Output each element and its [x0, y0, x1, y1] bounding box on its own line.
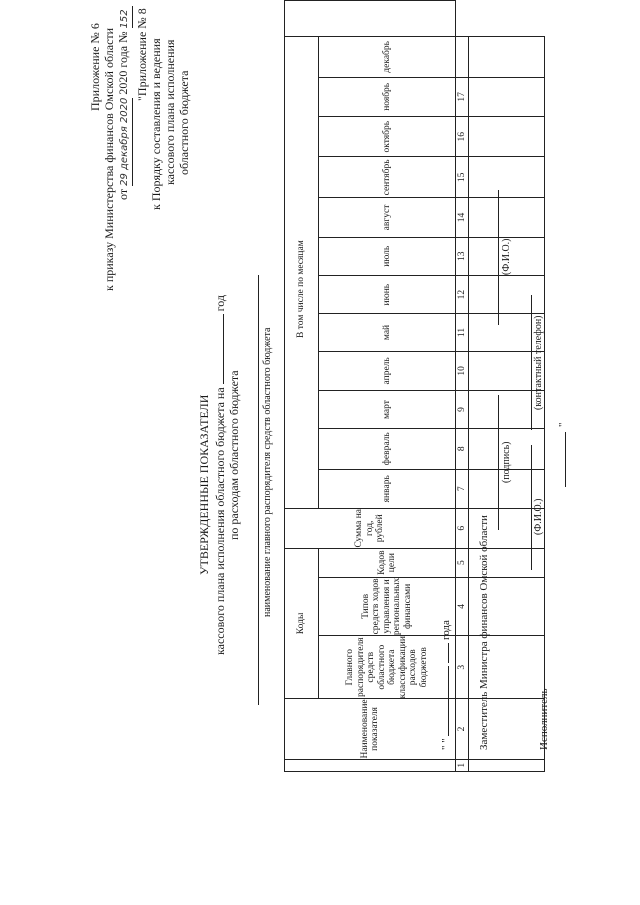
month-february: февраль — [319, 429, 456, 470]
table-cell — [469, 157, 545, 198]
index-column-blank — [285, 759, 456, 771]
col-number: 4 — [456, 577, 469, 635]
manager-name-line — [258, 275, 259, 705]
col-number: 2 — [456, 699, 469, 759]
month-june: июнь — [319, 275, 456, 313]
phone-caption: (контактный телефон) — [533, 315, 544, 410]
extra-blank-cell — [456, 37, 469, 77]
col-number: 5 — [456, 548, 469, 577]
date-blank — [448, 666, 449, 736]
date-line — [440, 620, 453, 750]
table-cell — [469, 117, 545, 157]
month-november: ноябрь — [319, 77, 456, 117]
appendix-8-line2: к Порядку составления и ведения — [149, 38, 163, 210]
col-number: 12 — [456, 275, 469, 313]
col-header-code-chief: Главного распорядителя средств областного бюджета классификации расходов бюджетов — [319, 636, 456, 699]
executor-label: Исполнитель — [538, 688, 550, 750]
col-header-sum: Сумма на год, рублей — [285, 508, 456, 548]
page-title: УТВЕРЖДЕННЫЕ ПОКАЗАТЕЛИ — [197, 394, 211, 575]
appendix-6-order: к приказу Министерства финансов Омской области — [102, 27, 116, 291]
table-cell — [469, 759, 545, 771]
year-short-blank — [448, 643, 449, 663]
month-july: июль — [319, 237, 456, 275]
col-header-months-group: В том числе по месяцам — [285, 37, 319, 509]
table-cell — [469, 37, 545, 77]
col-number: 14 — [456, 198, 469, 237]
signature-caption: (подпись) — [501, 441, 512, 483]
deputy-minister-label: Заместитель Министра финансов Омской области — [478, 515, 490, 750]
extra-blank-column — [285, 1, 456, 37]
month-april: апрель — [319, 351, 456, 390]
phone-line — [531, 295, 532, 430]
month-october: октябрь — [319, 117, 456, 157]
date-suffix: года — [440, 620, 452, 641]
month-may: май — [319, 314, 456, 351]
fio-caption-2: (Ф.И.О.) — [533, 498, 544, 535]
title-subline-1-prefix: кассового плана исполнения областного бюджета на — [213, 387, 227, 655]
month-december: декабрь — [319, 37, 456, 77]
col-header-code-goals: Кодов цели — [319, 548, 456, 577]
appendix-6-date-line — [116, 6, 133, 200]
col-number: 13 — [456, 237, 469, 275]
date-prefix: " " — [440, 738, 452, 750]
month-august: август — [319, 198, 456, 237]
month-march: март — [319, 391, 456, 429]
col-number: 16 — [456, 117, 469, 157]
col-number: 8 — [456, 429, 469, 470]
year-blank — [223, 314, 224, 384]
col-number: 1 — [456, 759, 469, 771]
fio-line-1 — [498, 190, 499, 325]
handwritten-number: 152 — [118, 6, 133, 28]
appendix-8-line4: областного бюджета — [177, 70, 191, 175]
fio-caption-1: (Ф.И.О.) — [501, 238, 512, 275]
col-number: 3 — [456, 636, 469, 699]
month-january: январь — [319, 469, 456, 508]
col-number: 15 — [456, 157, 469, 198]
col-header-codes: Коды — [285, 548, 319, 699]
appendix-6-date-mid: 2020 года № — [116, 31, 130, 95]
table-cell — [469, 77, 545, 117]
col-number: 11 — [456, 314, 469, 351]
table-cell — [469, 275, 545, 313]
closing-date-line — [565, 432, 566, 487]
col-number: 6 — [456, 508, 469, 548]
title-subline-1 — [213, 295, 227, 655]
manager-caption: наименование главного распорядителя средств областного бюджета — [262, 327, 273, 617]
appendix-8-line3: кассового плана исполнения — [163, 39, 177, 185]
month-september: сентябрь — [319, 157, 456, 198]
col-header-name: Наименование показателя — [285, 699, 456, 759]
col-header-code-types: Типов средств ходов управления и региональных финансами — [319, 577, 456, 635]
col-number: 10 — [456, 351, 469, 390]
col-number: 9 — [456, 391, 469, 429]
closing-quote: " — [557, 422, 569, 427]
appendix-6-date-prefix: от — [116, 188, 130, 200]
col-number: 7 — [456, 469, 469, 508]
fio-line-2 — [531, 445, 532, 570]
title-subline-2: по расходам областного бюджета — [227, 370, 241, 540]
title-subline-1-suffix: год — [213, 294, 227, 312]
indicators-table — [284, 0, 545, 772]
handwritten-date: 29 декабря 2020 — [118, 98, 133, 186]
table-cell — [469, 198, 545, 237]
signature-line — [498, 395, 499, 530]
appendix-6-title: Приложение № 6 — [88, 23, 102, 111]
col-number: 17 — [456, 77, 469, 117]
appendix-8-title: "Приложение № 8 — [135, 8, 149, 101]
